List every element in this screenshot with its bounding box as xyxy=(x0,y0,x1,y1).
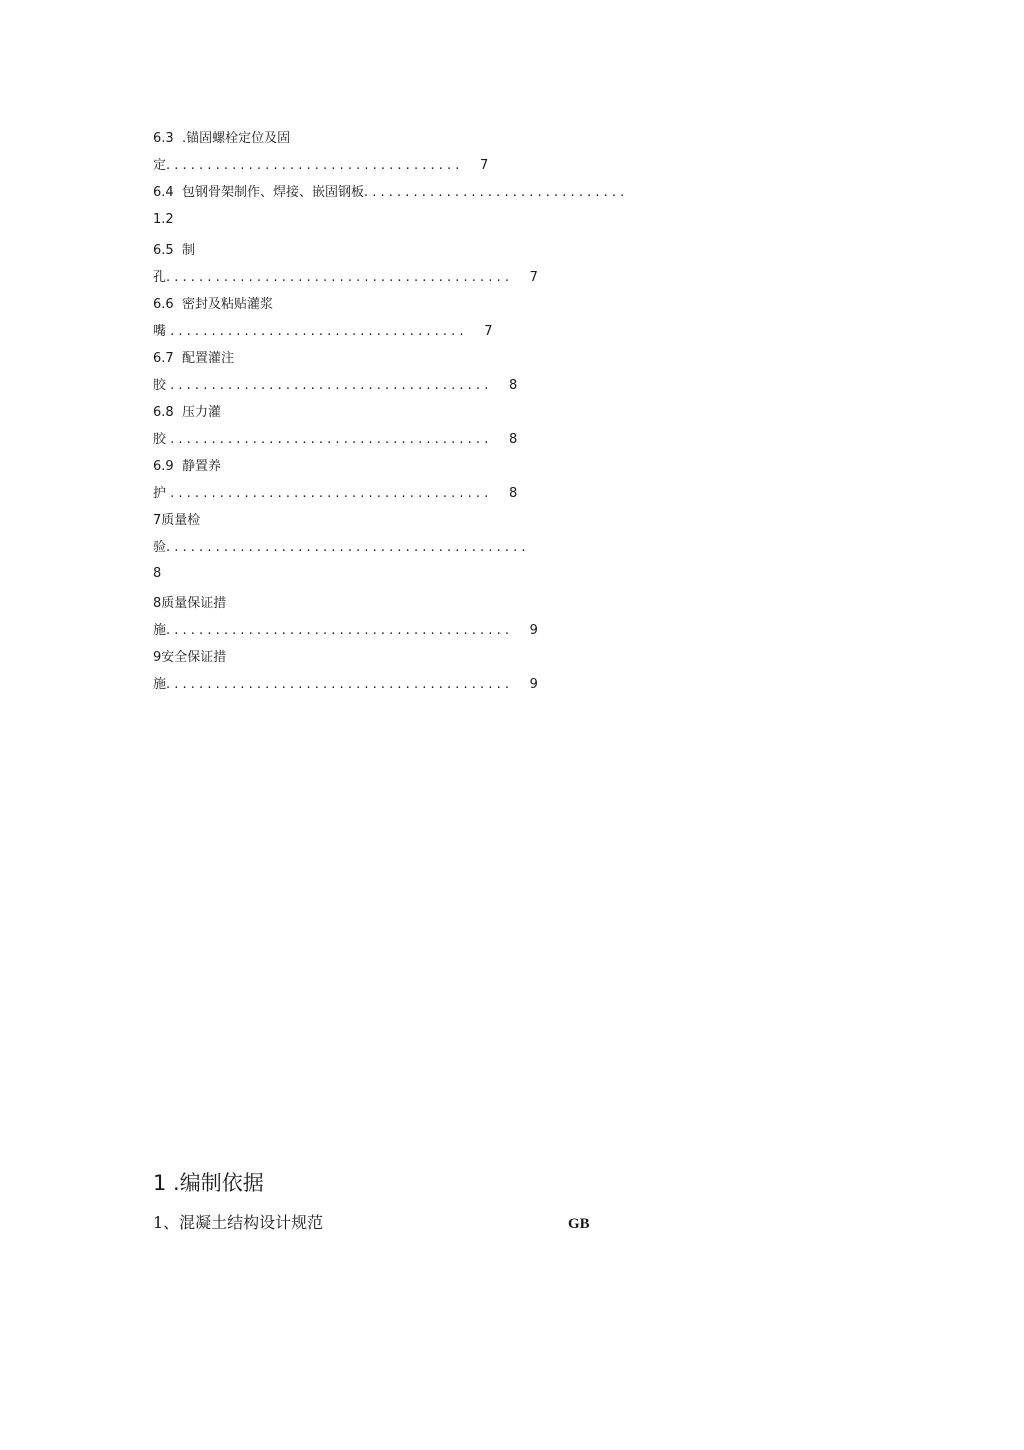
toc-entry-6-5-leader: 孔. . . . . . . . . . . . . . . . . . . . . . . . . . . . . . . . . . . . . . . . . . 7 xyxy=(153,270,538,285)
toc-entry-6-9-title: 6.9 静置养 xyxy=(153,459,221,474)
reference-item-1: 1、混凝土结构设计规范 xyxy=(153,1213,324,1232)
toc-entry-8-title: 8质量保证措 xyxy=(153,596,227,611)
toc-entry-6-4-page: 1.2 xyxy=(153,212,174,227)
toc-entry-6-3-title: 6.3 .锚固螺栓定位及固 xyxy=(153,131,291,146)
toc-entry-6-3-leader: 定. . . . . . . . . . . . . . . . . . . . . . . . . . . . . . . . . . . . 7 xyxy=(153,158,489,173)
toc-entry-6-5-title: 6.5 制 xyxy=(153,243,195,258)
toc-entry-6-7-title: 6.7 配置灌注 xyxy=(153,351,234,366)
toc-entry-6-7-leader: 胶 . . . . . . . . . . . . . . . . . . . . . . . . . . . . . . . . . . . . . . . 8 xyxy=(153,378,518,393)
toc-entry-6-9-leader: 护 . . . . . . . . . . . . . . . . . . . . . . . . . . . . . . . . . . . . . . . 8 xyxy=(153,486,518,501)
toc-entry-6-6-title: 6.6 密封及粘贴灌浆 xyxy=(153,297,273,312)
toc-entry-8-leader: 施. . . . . . . . . . . . . . . . . . . . . . . . . . . . . . . . . . . . . . . . . . 9 xyxy=(153,623,538,638)
toc-entry-9-title: 9安全保证措 xyxy=(153,650,227,665)
toc-entry-6-8-title: 6.8 压力灌 xyxy=(153,405,221,420)
toc-entry-6-6-leader: 嘴 . . . . . . . . . . . . . . . . . . . . . . . . . . . . . . . . . . . . 7 xyxy=(153,324,493,339)
toc-entry-7-leader: 验. . . . . . . . . . . . . . . . . . . . . . . . . . . . . . . . . . . . . . . . . . . . xyxy=(153,540,526,555)
toc-entry-6-4-title: 6.4 包钢骨架制作、焊接、嵌固钢板. . . . . . . . . . . . . . . . . . . . . . . . . . . . . . . . xyxy=(153,185,625,200)
toc-entry-6-8-leader: 胶 . . . . . . . . . . . . . . . . . . . . . . . . . . . . . . . . . . . . . . . 8 xyxy=(153,432,518,447)
toc-entry-7-title: 7质量检 xyxy=(153,513,201,528)
toc-entry-9-leader: 施. . . . . . . . . . . . . . . . . . . . . . . . . . . . . . . . . . . . . . . . . . 9 xyxy=(153,677,538,692)
toc-entry-7-page: 8 xyxy=(153,566,162,581)
reference-code: GB xyxy=(568,1216,590,1232)
section-title: 1 .编制依据 xyxy=(153,1171,264,1195)
